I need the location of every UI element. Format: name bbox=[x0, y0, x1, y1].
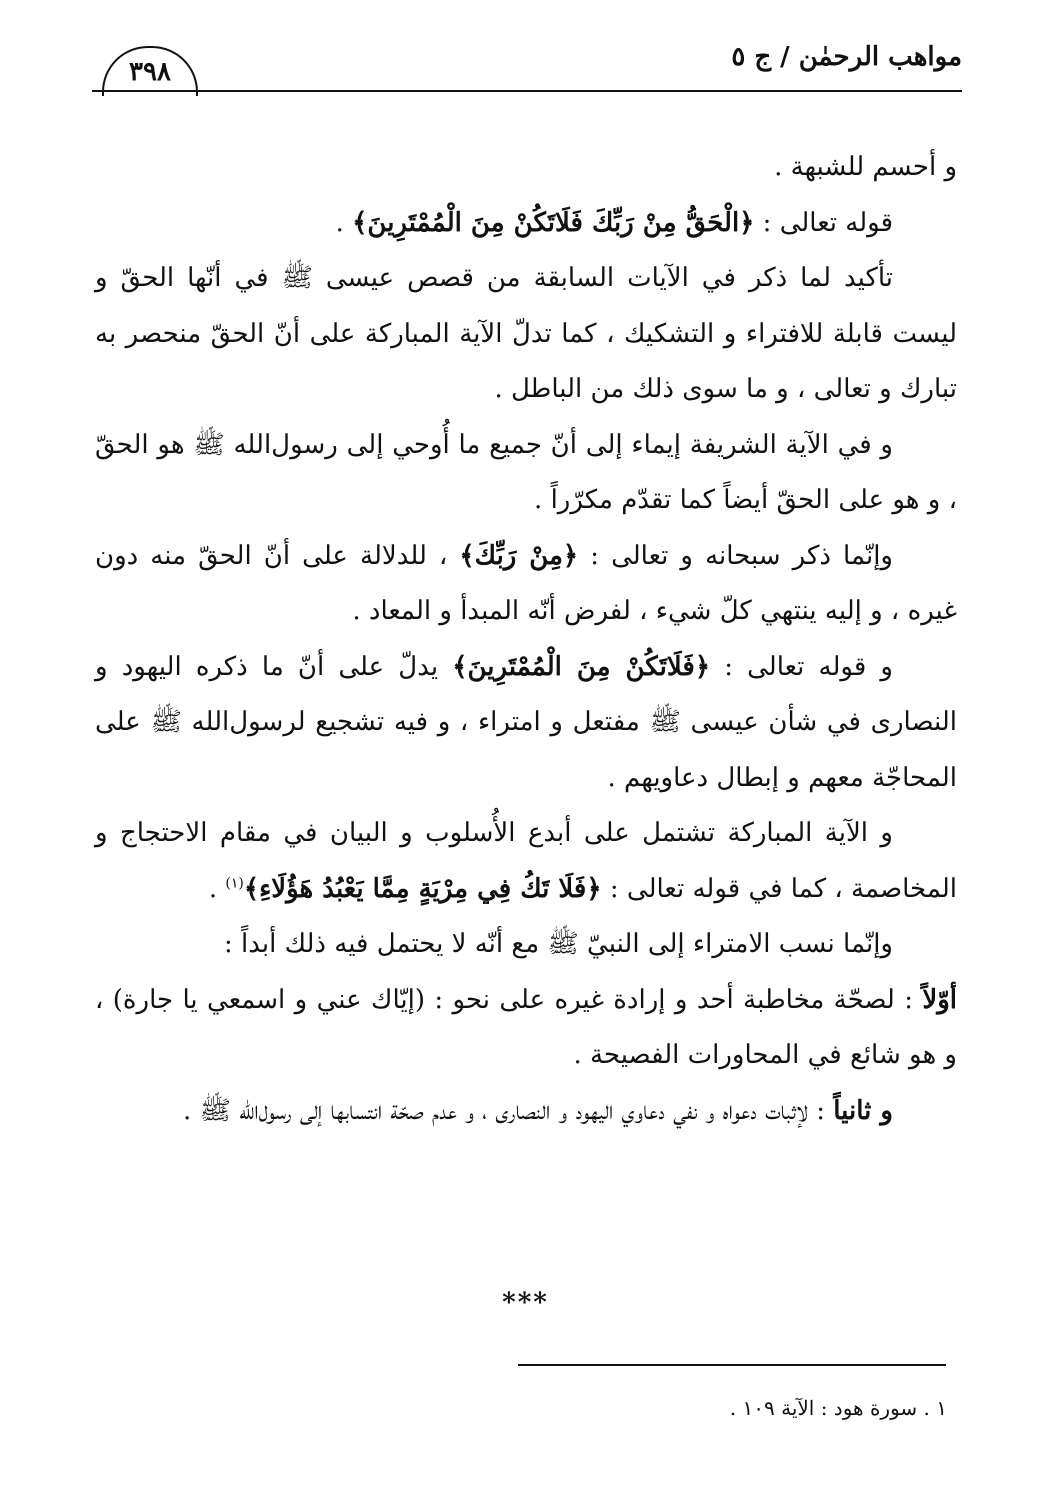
quran-verse: ﴿الْحَقُّ مِنْ رَبِّكَ فَلَاتَكُنْ مِنَ الْمُمْتَرِينَ﴾ bbox=[352, 207, 755, 238]
footnote-reference: (١) bbox=[225, 874, 244, 891]
paragraph-7-suffix: . bbox=[208, 873, 226, 904]
paragraph-5-suffix: ، للدلالة على أنّ الحقّ منه دون غيره ، و إليه ينتهي كلّ شيء ، لفرض أنّه المبدأ و المعاد . bbox=[95, 540, 957, 626]
section-divider: *** bbox=[502, 1288, 549, 1318]
paragraph-3: تأكيد لما ذكر في الآيات السابقة من قصص عيسى ﷺ في أنّها الحقّ و ليست قابلة للافتراء و التشكيك ، كما تدلّ الآية المباركة على أنّ الحقّ منحصر به تبارك و تعالى ، و ما سوى ذلك من الباطل . bbox=[95, 263, 957, 404]
running-title: مواهب الرحمٰن / ج ٥ bbox=[731, 42, 962, 72]
paragraph-7-prefix: و الآية المباركة تشتمل على أبدع الأُسلوب و البيان في مقام الاحتجاج و المخاصمة ، كما في قوله تعالى : bbox=[95, 818, 957, 904]
paragraph-5 bbox=[95, 529, 957, 640]
page-header bbox=[92, 30, 962, 100]
paragraph-8: وإنّما نسب الامتراء إلى النبيّ ﷺ مع أنّه لا يحتمل فيه ذلك أبداً : bbox=[223, 929, 893, 959]
point-label: و ثانياً bbox=[833, 1095, 893, 1126]
quran-verse: ﴿مِنْ رَبِّكَ﴾ bbox=[459, 540, 579, 571]
main-text bbox=[95, 140, 957, 1139]
quran-verse: ﴿فَلَا تَكُ فِي مِرْيَةٍ مِمَّا يَعْبُدُ هَؤُلَاءِ﴾ bbox=[243, 873, 602, 904]
footnote: ١ . سورة هود : الآية ١٠٩ . bbox=[729, 1396, 947, 1420]
page-number: ٣٩٨ bbox=[102, 46, 198, 96]
paragraph-7 bbox=[95, 806, 957, 917]
paragraph-9-text: : لصحّة مخاطبة أحد و إرادة غيره على نحو : (إيّاك عني و اسمعي يا جارة) ، و هو شائع في المحاورات الفصيحة . bbox=[95, 984, 957, 1070]
paragraph-6-prefix: و قوله تعالى : bbox=[710, 651, 893, 682]
paragraph-1: و أحسم للشبهة . bbox=[774, 152, 957, 182]
paragraph-6 bbox=[95, 640, 957, 807]
point-label: أوّلاً bbox=[922, 984, 957, 1015]
paragraph-10 bbox=[95, 1084, 957, 1140]
footnote-rule bbox=[518, 1364, 946, 1366]
paragraph-10-text: : لإثبات دعواه و نفي دعاوي اليهود و النصارى ، و عدم صحّة انتسابها إلى رسول‌الله ﷺ . bbox=[183, 1095, 834, 1126]
paragraph-5-prefix: وإنّما ذكر سبحانه و تعالى : bbox=[578, 540, 893, 571]
header-rule bbox=[92, 90, 962, 92]
paragraph-2-suffix: . bbox=[335, 207, 353, 238]
paragraph-2 bbox=[95, 196, 957, 252]
paragraph-6-suffix: يدلّ على أنّ ما ذكره اليهود و النصارى في شأن عيسى ﷺ مفتعل و امتراء ، و فيه تشجيع لرسول‌الله ﷺ على المحاجّة معهم و إبطال دعاويهم . bbox=[95, 651, 957, 793]
paragraph-4: و في الآية الشريفة إيماء إلى أنّ جميع ما أُوحي إلى رسول‌الله ﷺ هو الحقّ ، و هو على الحقّ أيضاً كما تقدّم مكرّراً . bbox=[95, 429, 957, 515]
paragraph-2-prefix: قوله تعالى : bbox=[754, 207, 893, 238]
quran-verse: ﴿فَلَاتَكُنْ مِنَ الْمُمْتَرِينَ﴾ bbox=[452, 651, 711, 682]
paragraph-9 bbox=[95, 973, 957, 1084]
